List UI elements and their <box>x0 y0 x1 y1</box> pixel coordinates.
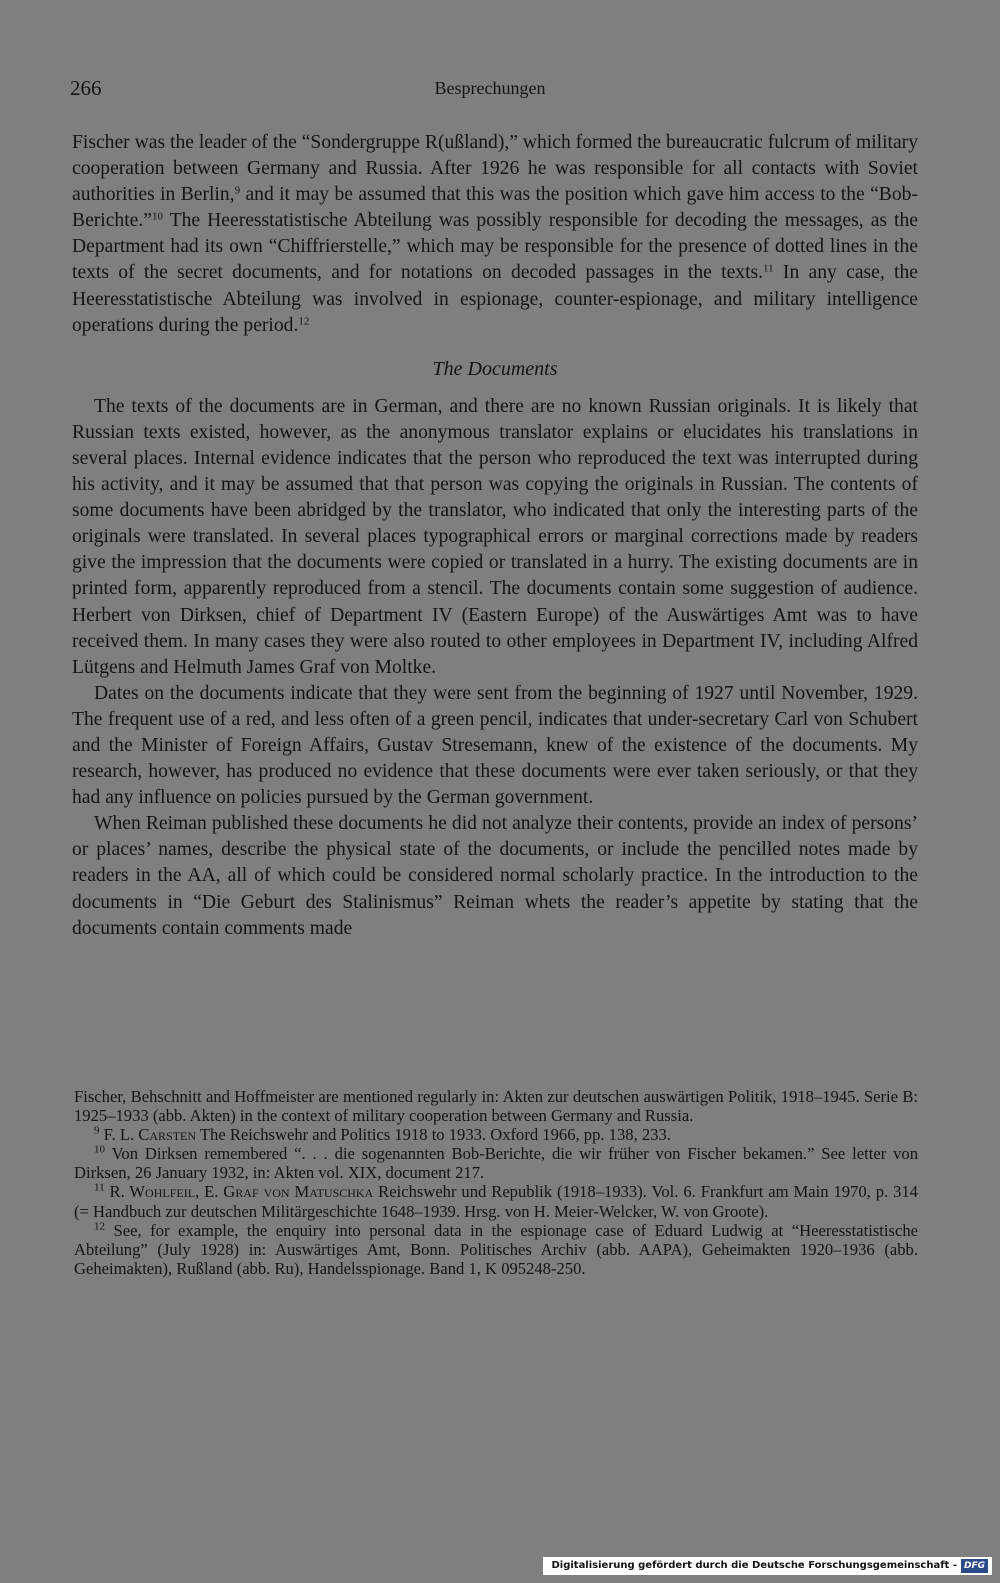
footnote-10-text: Von Dirksen remembered “. . . die sogenannten Bob-Berichte, die wir früher von Fischer bekamen.” See letter von Dirksen, 26 January 1932, in: Akten vol. XIX, document 217. <box>74 1144 919 1183</box>
footnote-ref-9: 9 <box>234 184 241 197</box>
digitization-notice-text: Digitalisierung gefördert durch die Deutsche Forschungsgemeinschaft - <box>551 1560 957 1571</box>
footnote-9-author: F. L. Carsten <box>103 1125 197 1145</box>
footnote-12-number: 12 <box>94 1220 105 1233</box>
page-number: 266 <box>70 76 102 100</box>
footnote-ref-11: 11 <box>763 262 774 275</box>
paragraph-1-text-c: The Heeresstatistische Abteilung was possibly responsible for decoding the messages, as the Department had its own “Chiffrierstelle,” which may be responsible for the presence of dotted lines in the texts of the secret documents, and for notations on decoded passages in the texts. <box>72 210 918 284</box>
dfg-logo: DFG <box>961 1559 988 1573</box>
paragraph-1-text-a: Fischer was the leader of the “Sondergruppe R(ußland),” which formed the bureaucratic fulcrum of military cooperation between Germany and Russia. After 1926 he was responsible for all contacts with Soviet authorities in Berlin, <box>72 132 918 206</box>
footnote-12-text: See, for example, the enquiry into personal data in the espionage case of Eduard Ludwig at “Heeresstatistische Abteilung” (July 1928) in: Auswärtiges Amt, Bonn. Politisches Archiv (abb. AAPA), Geheimakten 1920–1936 (abb. Geheimakten), Rußland (abb. Ru), Handelsspionage. Band 1, K 095248-250. <box>74 1220 918 1278</box>
footnote-ref-10: 10 <box>151 210 163 223</box>
footnote-ref-12: 12 <box>298 315 310 328</box>
footnote-10-number: 10 <box>94 1143 105 1156</box>
footnote-9 <box>74 1125 918 1144</box>
running-head: Besprechungen <box>434 78 546 98</box>
paragraph-1 <box>72 130 918 339</box>
footnote-11-number: 11 <box>94 1181 105 1194</box>
footnote-12 <box>74 1221 918 1278</box>
digitization-notice <box>543 1557 992 1575</box>
footnote-continuation: Fischer, Behschnitt and Hoffmeister are mentioned regularly in: Akten zur deutschen auswärtigen Politik, 1918–1945. Serie B: 1925–1933 (abb. Akten) in the context of military cooperation between Germany and Russia. <box>74 1087 918 1126</box>
footnote-11-text: Reichswehr und Republik (1918–1933). Vol. 6. Frankfurt am Main 1970, p. 314 (= Handbuch zur deutschen Militärgeschichte 1648–1939. Hrsg. von H. Meier-Welcker, W. von Groote). <box>74 1182 918 1221</box>
footnote-11-author: R. Wohlfeil, E. Graf von Matuschka <box>109 1182 374 1202</box>
page-header <box>70 76 910 106</box>
footnote-10 <box>74 1144 918 1182</box>
body-text <box>72 130 918 942</box>
footnote-11 <box>74 1182 918 1220</box>
footnote-9-number: 9 <box>94 1124 100 1137</box>
paragraph-1-text-b: and it may be assumed that this was the position which gave him access to the “Bob-Berichte.” <box>72 184 918 232</box>
paragraph-3: Dates on the documents indicate that they were sent from the beginning of 1927 until November, 1929. The frequent use of a red, and less often of a green pencil, indicates that under-secretary Carl von Schubert and the Minister of Foreign Affairs, Gustav Stresemann, knew of the existence of the documents. My research, however, has produced no evidence that these documents were ever taken seriously, or that they had any influence on policies pursued by the German government. <box>72 682 918 809</box>
footnotes <box>74 1087 918 1278</box>
footnote-9-text: The Reichswehr and Politics 1918 to 1933. Oxford 1966, pp. 138, 233. <box>196 1125 671 1145</box>
paragraph-4: When Reiman published these documents he did not analyze their contents, provide an index of persons’ or places’ names, describe the physical state of the documents, or include the pencilled notes made by readers in the AA, all of which could be considered normal scholarly practice. In the introduction to the documents in “Die Geburt des Stalinismus” Reiman whets the reader’s appetite by stating that the documents contain comments made <box>72 813 918 939</box>
paragraph-1-text-d: In any case, the Heeresstatistische Abteilung was involved in espionage, counter-espionage, and military intelligence operations during the period. <box>72 262 918 336</box>
section-heading: The Documents <box>432 357 558 380</box>
paragraph-2: The texts of the documents are in German, and there are no known Russian originals. It is likely that Russian texts existed, however, as the anonymous translator explains or elucidates his translations in several places. Internal evidence indicates that the person who reproduced the text was interrupted during his activity, and it may be assumed that that person was copying the originals in Russian. The contents of some documents have been abridged by the translator, who indicated that only the interesting parts of the originals were translated. In several places typographical errors or marginal corrections made by readers give the impression that the documents were copied or translated in a hurry. The existing documents are in printed form, apparently reproduced from a stencil. The documents contain some suggestion of audience. Herbert von Dirksen, chief of Department IV (Eastern Europe) of the Auswärtiges Amt was to have received them. In many cases they were also routed to other employees in Department IV, including Alfred Lütgens and Helmuth James Graf von Moltke. <box>72 395 918 678</box>
